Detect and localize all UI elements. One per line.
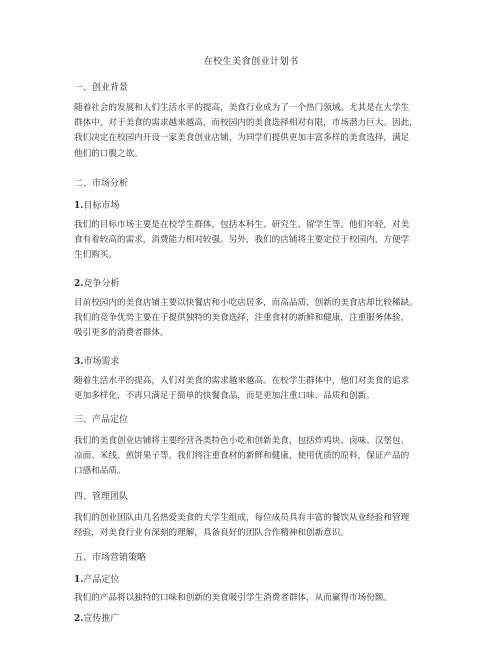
subheading-label: 市场需求 <box>83 357 120 367</box>
management-team-paragraph <box>74 511 434 541</box>
subheading-number: 2. <box>74 279 84 289</box>
subheading-number: 3. <box>74 357 84 367</box>
subheading-label: 宣传推广 <box>83 614 120 624</box>
subheading-number: 1. <box>74 575 84 585</box>
text-line: 更加多样化，不再只满足于简单的快餐食品，而是更加注重口味、品质和创新。 <box>74 391 375 402</box>
subheading-promotion <box>74 613 119 625</box>
market-demand-paragraph <box>74 374 434 404</box>
text-line: 群体中，对于美食的需求越来越高，而校园内的美食选择相对有限，市场潜力巨大。因此， <box>74 118 418 129</box>
text-line: 我们的竞争优势主要在于提供独特的美食选择，注重食材的新鲜和健康，注重服务体验， <box>74 313 410 324</box>
text-line: 我们的创业团队由几名热爱美食的大学生组成，每位成员具有丰富的餐饮从业经验和管理 <box>74 513 410 523</box>
text-line: 随着社会的发展和人们生活水平的提高，美食行业成为了一个热门领域。尤其是在大学生 <box>74 103 410 113</box>
text-line: 吸引更多的消费者群体。 <box>74 328 169 339</box>
text-line: 我们的目标市场主要是在校学生群体，包括本科生、研究生、留学生等。他们年轻，对美 <box>74 220 410 230</box>
text-line: 目前校园内的美食店铺主要以快餐店和小吃店居多，而高品质、创新的美食店却比较稀缺。 <box>74 298 418 308</box>
text-line: 经验，对美食行业有深刻的理解，具备良好的团队合作精神和创新意识。 <box>74 528 350 539</box>
text-line: 生们购买。 <box>74 250 117 261</box>
target-market-paragraph <box>74 218 434 264</box>
section-heading-product-positioning: 三、产品定位 <box>74 415 129 425</box>
marketing-product-paragraph <box>74 591 434 606</box>
subheading-label: 竞争分析 <box>83 279 120 289</box>
section-heading-background: 一、创业背景 <box>74 83 129 93</box>
text-line: 凉面、米线、煎饼果子等。我们将注重食材的新鲜和健康，使用优质的原料，保证产品的 <box>74 451 410 462</box>
subheading-target-market <box>74 200 119 212</box>
section-heading-market-analysis: 二、市场分析 <box>74 179 129 189</box>
text-line: 我们的产品将以独特的口味和创新的美食吸引学生消费者群体，从而赢得市场份额。 <box>74 593 392 603</box>
text-line: 口感和品质。 <box>74 466 126 477</box>
subheading-number: 1. <box>74 201 84 211</box>
section-heading-management-team: 四、管理团队 <box>74 492 129 502</box>
competition-paragraph <box>74 296 434 342</box>
text-line: 我们的美食创业店铺将主要经营各类特色小吃和创新美食，包括炸鸡块、卤味、汉堡包、 <box>74 436 410 446</box>
subheading-label: 产品定位 <box>83 575 120 585</box>
document-title: 在校生美食创业计划书 <box>203 56 299 67</box>
text-line: 我们决定在校园内开设一家美食创业店铺，为同学们提供更加丰富多样的美食选择，满足 <box>74 133 410 144</box>
text-line: 他们的口腹之欲。 <box>74 148 143 159</box>
subheading-product-positioning <box>74 574 119 586</box>
subheading-market-demand <box>74 356 119 368</box>
background-paragraph <box>74 101 434 162</box>
text-line: 食有着较高的需求，消费能力相对较强。另外，我们的店铺将主要定位于校园内，方便学 <box>74 235 410 246</box>
product-positioning-paragraph <box>74 434 434 480</box>
subheading-label: 目标市场 <box>83 201 120 211</box>
subheading-competition <box>74 278 119 290</box>
text-line: 随着生活水平的提高，人们对美食的需求越来越高。在校学生群体中，他们对美食的追求 <box>74 376 410 386</box>
subheading-number: 2. <box>74 614 84 624</box>
section-heading-marketing-strategy: 五、市场营销策略 <box>74 553 147 563</box>
